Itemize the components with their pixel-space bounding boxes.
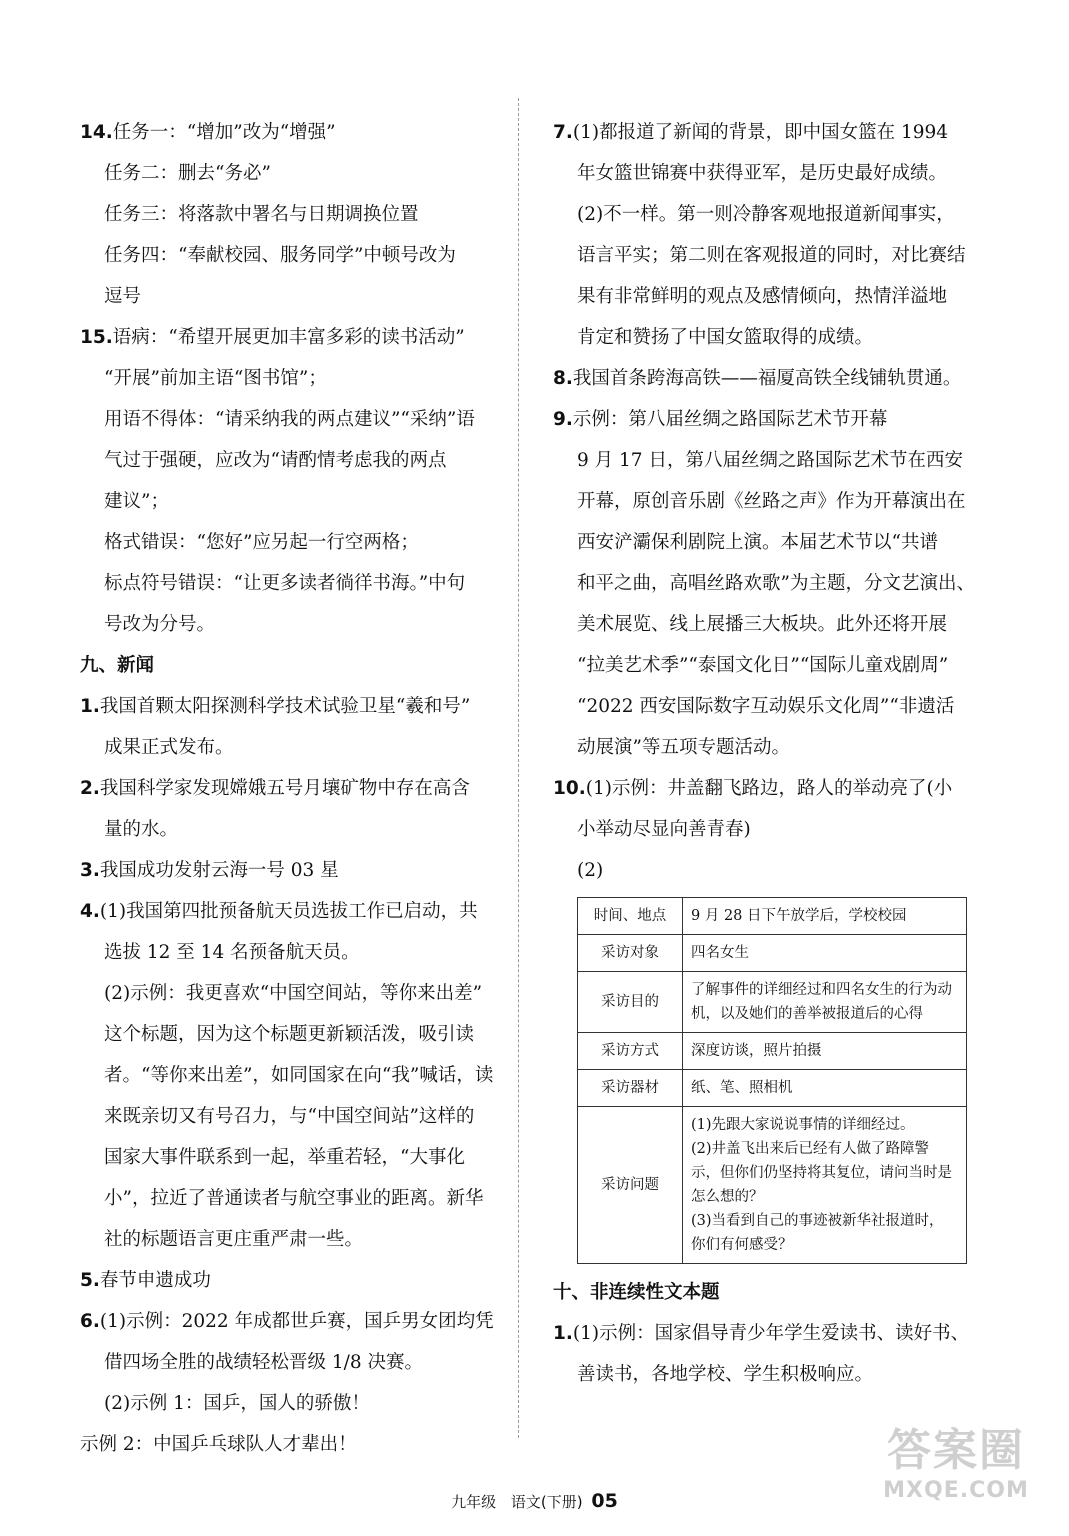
news-6-line-3: (2)示例 1：国乒，国人的骄傲！ — [104, 1393, 370, 1414]
table-row — [578, 898, 967, 935]
table-row — [578, 1070, 967, 1107]
news-5-line-1: 5.春节申遗成功 — [80, 1270, 211, 1291]
q14-line-3: 任务三：将落款中署名与日期调换位置 — [104, 204, 419, 225]
q15-line-8: 号改为分号。 — [104, 614, 216, 635]
news-2-line-2: 量的水。 — [104, 819, 179, 840]
section-heading-noncontinuous: 十、非连续性文本题 — [553, 1282, 720, 1303]
news-4-line-6: 来既亲切又有号召力，与“中国空间站”这样的 — [104, 1106, 475, 1127]
question-1: (1)先跟大家说说事情的详细经过。 — [691, 1117, 915, 1133]
news-9-line-2: 9 月 17 日，第八届丝绸之路国际艺术节在西安 — [577, 450, 963, 471]
news-9-line-1: 9.示例：第八届丝绸之路国际艺术节开幕 — [553, 409, 888, 430]
table-value-cell: 9 月 28 日下午放学后，学校校园 — [683, 898, 967, 935]
q14-line-2: 任务二：删去“务必” — [104, 163, 271, 184]
table-key-cell: 采访方式 — [578, 1033, 683, 1070]
section-heading-news: 九、新闻 — [80, 655, 155, 676]
q15-line-4: 气过于强硬，应改为“请酌情考虑我的两点 — [104, 450, 447, 471]
right-column — [553, 112, 973, 1395]
q15-line-6: 格式错误：“您好”应另起一行空两格； — [104, 532, 419, 553]
news-10-line-2: 小举动尽显向善青春) — [577, 819, 751, 840]
news-7-line-2: 年女篮世锦赛中获得亚军，是历史最好成绩。 — [577, 163, 948, 184]
watermark-title: 答案圈 — [887, 1425, 1025, 1476]
q14-line-4: 任务四：“奉献校园、服务同学”中顿号改为 — [104, 245, 456, 266]
news-2-line-1: 2.我国科学家发现嫦娥五号月壤矿物中存在高含 — [80, 778, 470, 799]
question-2: (2)井盖飞出来后已经有人做了路障警示，但你们仍坚持将其复位，请问当时是怎么想的？ — [691, 1141, 952, 1205]
news-4-line-5: 者。“等你来出差”，如同国家在向“我”喊话，读 — [104, 1065, 494, 1086]
table-value-cell: 了解事件的详细经过和四名女生的行为动机，以及她们的善举被报道后的心得 — [683, 972, 967, 1033]
table-key-cell: 采访器材 — [578, 1070, 683, 1107]
table-value-cell — [683, 1107, 967, 1264]
table-row — [578, 1033, 967, 1070]
q14-line-1: 14.任务一：“增加”改为“增强” — [80, 122, 336, 143]
news-8-line-1: 8.我国首条跨海高铁——福厦高铁全线铺轨贯通。 — [553, 368, 962, 389]
news-1-line-2: 成果正式发布。 — [104, 737, 234, 758]
news-4-line-7: 国家大事件联系到一起，举重若轻，“大事化 — [104, 1147, 465, 1168]
q15-line-7: 标点符号错误：“让更多读者徜徉书海。”中句 — [104, 573, 466, 594]
news-7-line-6: 肯定和赞扬了中国女篮取得的成绩。 — [577, 327, 874, 348]
news-9-line-8: “2022 西安国际数字互动娱乐文化周”“非遗活 — [577, 696, 955, 717]
news-4-line-3: (2)示例：我更喜欢“中国空间站，等你来出差” — [104, 983, 483, 1004]
q15-line-5: 建议”； — [104, 491, 169, 512]
table-value-cell: 四名女生 — [683, 935, 967, 972]
news-10-line-3: (2) — [577, 860, 604, 881]
q15-line-1: 15.语病：“希望开展更加丰富多彩的读书活动” — [80, 327, 465, 348]
news-4-line-8: 小”，拉近了普通读者与航空事业的距离。新华 — [104, 1188, 484, 1209]
s1-line-1: 1.(1)示例：国家倡导青少年学生爱读书、读好书、 — [553, 1323, 970, 1344]
table-key-cell: 采访对象 — [578, 935, 683, 972]
footer-subject: 语文(下册) — [510, 1493, 583, 1511]
s1-line-2: 善读书，各地学校、学生积极响应。 — [577, 1364, 874, 1385]
news-9-line-4: 西安浐灞保利剧院上演。本届艺术节以“共谱 — [577, 532, 938, 553]
q14-line-5: 逗号 — [104, 286, 142, 307]
news-7-line-5: 果有非常鲜明的观点及感情倾向，热情洋溢地 — [577, 286, 948, 307]
news-7-line-3: (2)不一样。第一则冷静客观地报道新闻事实， — [577, 204, 955, 225]
table-key-cell: 时间、地点 — [578, 898, 683, 935]
news-3-line-1: 3.我国成功发射云海一号 03 星 — [80, 860, 339, 881]
news-4-line-1: 4.(1)我国第四批预备航天员选拔工作已启动，共 — [80, 901, 478, 922]
news-9-line-7: “拉美艺术季”“泰国文化日”“国际儿童戏剧周” — [577, 655, 949, 676]
news-6-line-4: 示例 2：中国乒乓球队人才辈出！ — [80, 1434, 357, 1455]
interview-plan-table — [577, 897, 967, 1264]
page-number: 05 — [591, 1490, 618, 1512]
table-row — [578, 935, 967, 972]
footer-grade: 九年级 — [451, 1493, 497, 1511]
column-divider — [518, 98, 519, 1438]
q15-line-2: “开展”前加主语“图书馆”； — [104, 368, 327, 389]
table-value-cell: 纸、笔、照相机 — [683, 1070, 967, 1107]
news-1-line-1: 1.我国首颗太阳探测科学技术试验卫星“羲和号” — [80, 696, 471, 717]
q15-line-3: 用语不得体：“请采纳我的两点建议”“采纳”语 — [104, 409, 475, 430]
table-row — [578, 972, 967, 1033]
news-10-line-1: 10.(1)示例：井盖翻飞路边，路人的举动亮了(小 — [553, 778, 953, 799]
watermark-url: MXQE.COM — [883, 1478, 1029, 1503]
news-9-line-5: 和平之曲，高唱丝路欢歌”为主题，分文艺演出、 — [577, 573, 975, 594]
table-value-cell: 深度访谈，照片拍摄 — [683, 1033, 967, 1070]
news-4-line-2: 选拔 12 至 14 名预备航天员。 — [104, 942, 360, 963]
watermark-logo — [871, 1424, 1041, 1524]
news-9-line-3: 开幕，原创音乐剧《丝路之声》作为开幕演出在 — [577, 491, 966, 512]
table-row — [578, 1107, 967, 1264]
news-7-line-1: 7.(1)都报道了新闻的背景，即中国女篮在 1994 — [553, 122, 949, 143]
news-9-line-9: 动展演”等五项专题活动。 — [577, 737, 790, 758]
news-6-line-2: 借四场全胜的战绩轻松晋级 1/8 决赛。 — [104, 1352, 424, 1373]
question-3: (3)当看到自己的事迹被新华社报道时，你们有何感受？ — [691, 1213, 944, 1253]
news-7-line-4: 语言平实；第二则在客观报道的同时，对比赛结 — [577, 245, 966, 266]
left-column — [80, 112, 500, 1465]
table-key-cell: 采访问题 — [578, 1107, 683, 1264]
news-9-line-6: 美术展览、线上展播三大板块。此外还将开展 — [577, 614, 948, 635]
news-6-line-1: 6.(1)示例：2022 年成都世乒赛，国乒男女团均凭 — [80, 1311, 494, 1332]
table-key-cell: 采访目的 — [578, 972, 683, 1033]
news-4-line-4: 这个标题，因为这个标题更新颖活泼，吸引读 — [104, 1024, 475, 1045]
news-4-line-9: 社的标题语言更庄重严肃一些。 — [104, 1229, 364, 1250]
